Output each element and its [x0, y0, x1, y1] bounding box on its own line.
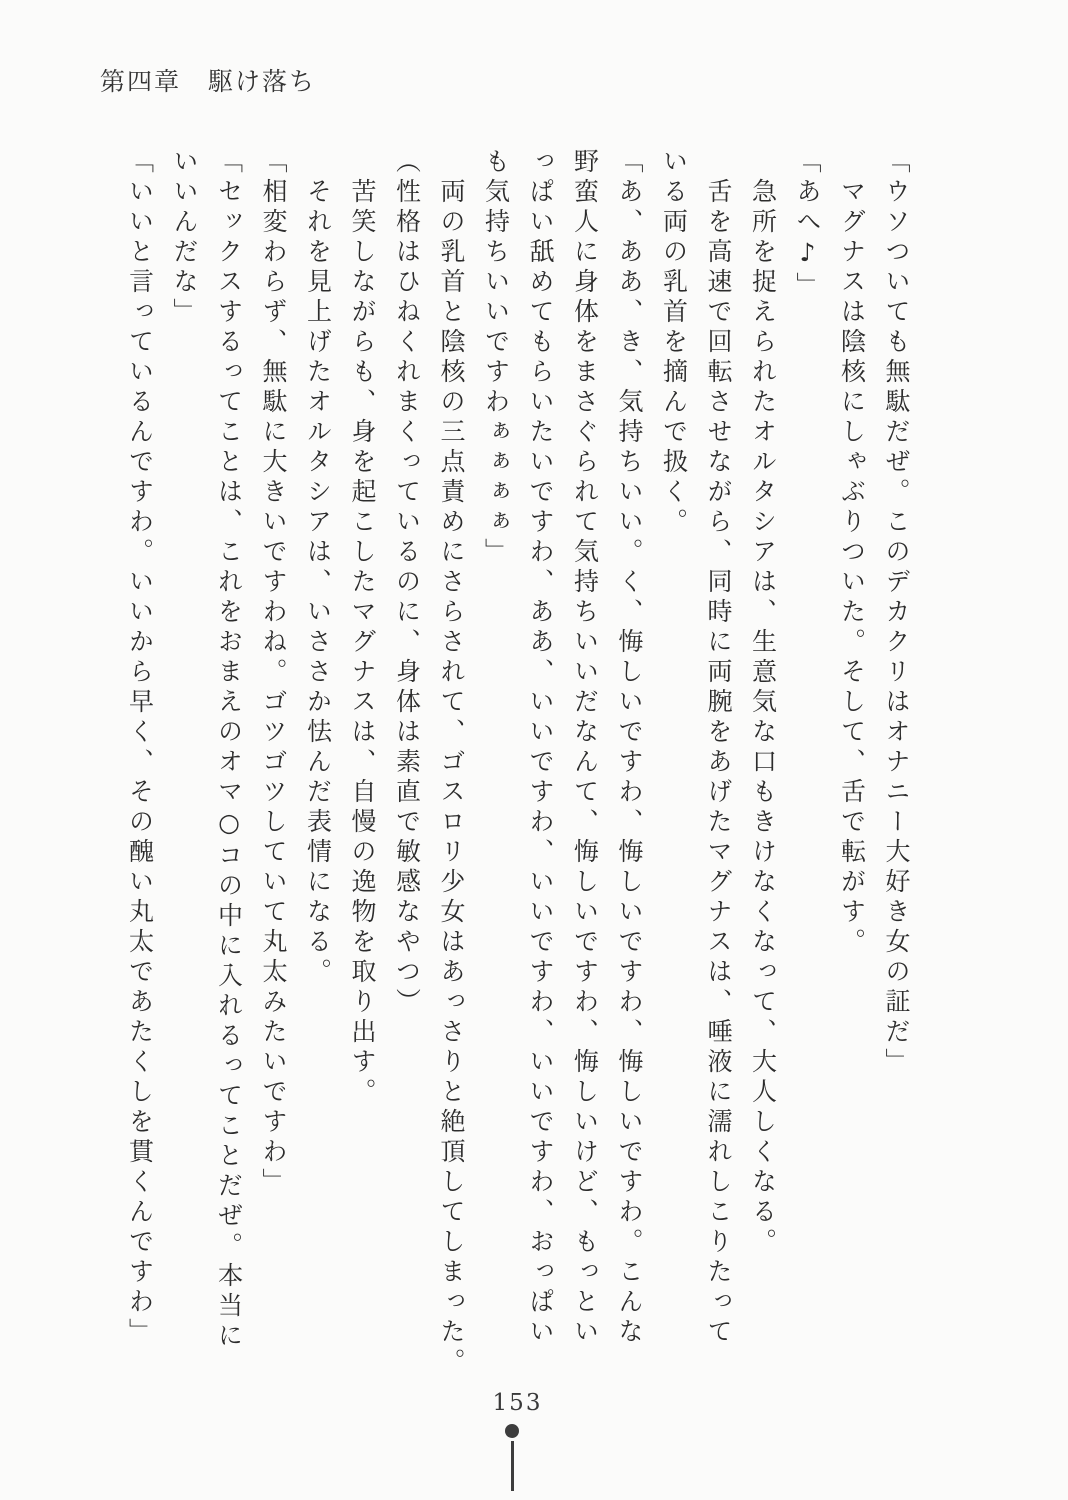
text-column-2: マグナスは陰核にしゃぶりついた。そして、舌で転がす。	[837, 178, 867, 958]
text-column-17: いいんだな」	[170, 148, 199, 328]
footer-ornament-dot-icon	[505, 1424, 519, 1438]
text-column-16: 「セックスするってことは、これをおまえのオマ○コの中に入れるってことだぜ。本当に	[214, 148, 244, 1352]
text-column-14: それを見上げたオルタシアは、いささか怯んだ表情になる。	[303, 178, 333, 988]
text-column-15: 「相変わらず、無駄に大きいですわね。ゴツゴツしていて丸太みたいですわ」	[259, 148, 288, 1198]
text-column-3: 「あへ♪」	[793, 148, 822, 302]
main-text	[117, 148, 918, 1393]
page-number: 153	[492, 1390, 543, 1416]
text-column-18: 「いいと言っているんですわ。いいから早く、その醜い丸太であたくしを貫くんですわ」	[125, 148, 155, 1348]
footer-ornament-line	[511, 1441, 514, 1491]
text-column-8: 野蛮人に身体をまさぐられて気持ちいいだなんて、悔しいですわ、悔しいけど、もっとい	[570, 148, 600, 1348]
text-column-7: 「あ、ああ、き、気持ちいい。く、悔しいですわ、悔しいですわ、悔しいですわ。こんな	[615, 148, 644, 1348]
text-column-12: （性格はひねくれまくっているのに、身体は素直で敏感なやつ）	[392, 148, 422, 1018]
text-column-11: 両の乳首と陰核の三点責めにさらされて、ゴスロリ少女はあっさりと絶頂してしまった。	[437, 178, 466, 1378]
text-column-9: っぱい舐めてもらいたいですわ、ああ、いいですわ、いいですわ、いいですわ、おっぱい	[526, 148, 555, 1348]
text-column-10: も気持ちいいですわぁぁぁぁ」	[481, 148, 511, 568]
text-column-6: いる両の乳首を摘んで扱く。	[659, 148, 689, 538]
text-column-13: 苦笑しながらも、身を起こしたマグナスは、自慢の逸物を取り出す。	[348, 178, 377, 1108]
text-column-1: 「ウソついても無駄だぜ。このデカクリはオナニー大好き女の証だ」	[882, 148, 911, 1078]
text-column-4: 急所を捉えられたオルタシアは、生意気な口もきけなくなって、大人しくなる。	[748, 178, 778, 1258]
text-column-5: 舌を高速で回転させながら、同時に両腕をあげたマグナスは、唾液に濡れしこりたって	[704, 178, 733, 1348]
chapter-header: 第四章 駆け落ち	[100, 67, 317, 96]
